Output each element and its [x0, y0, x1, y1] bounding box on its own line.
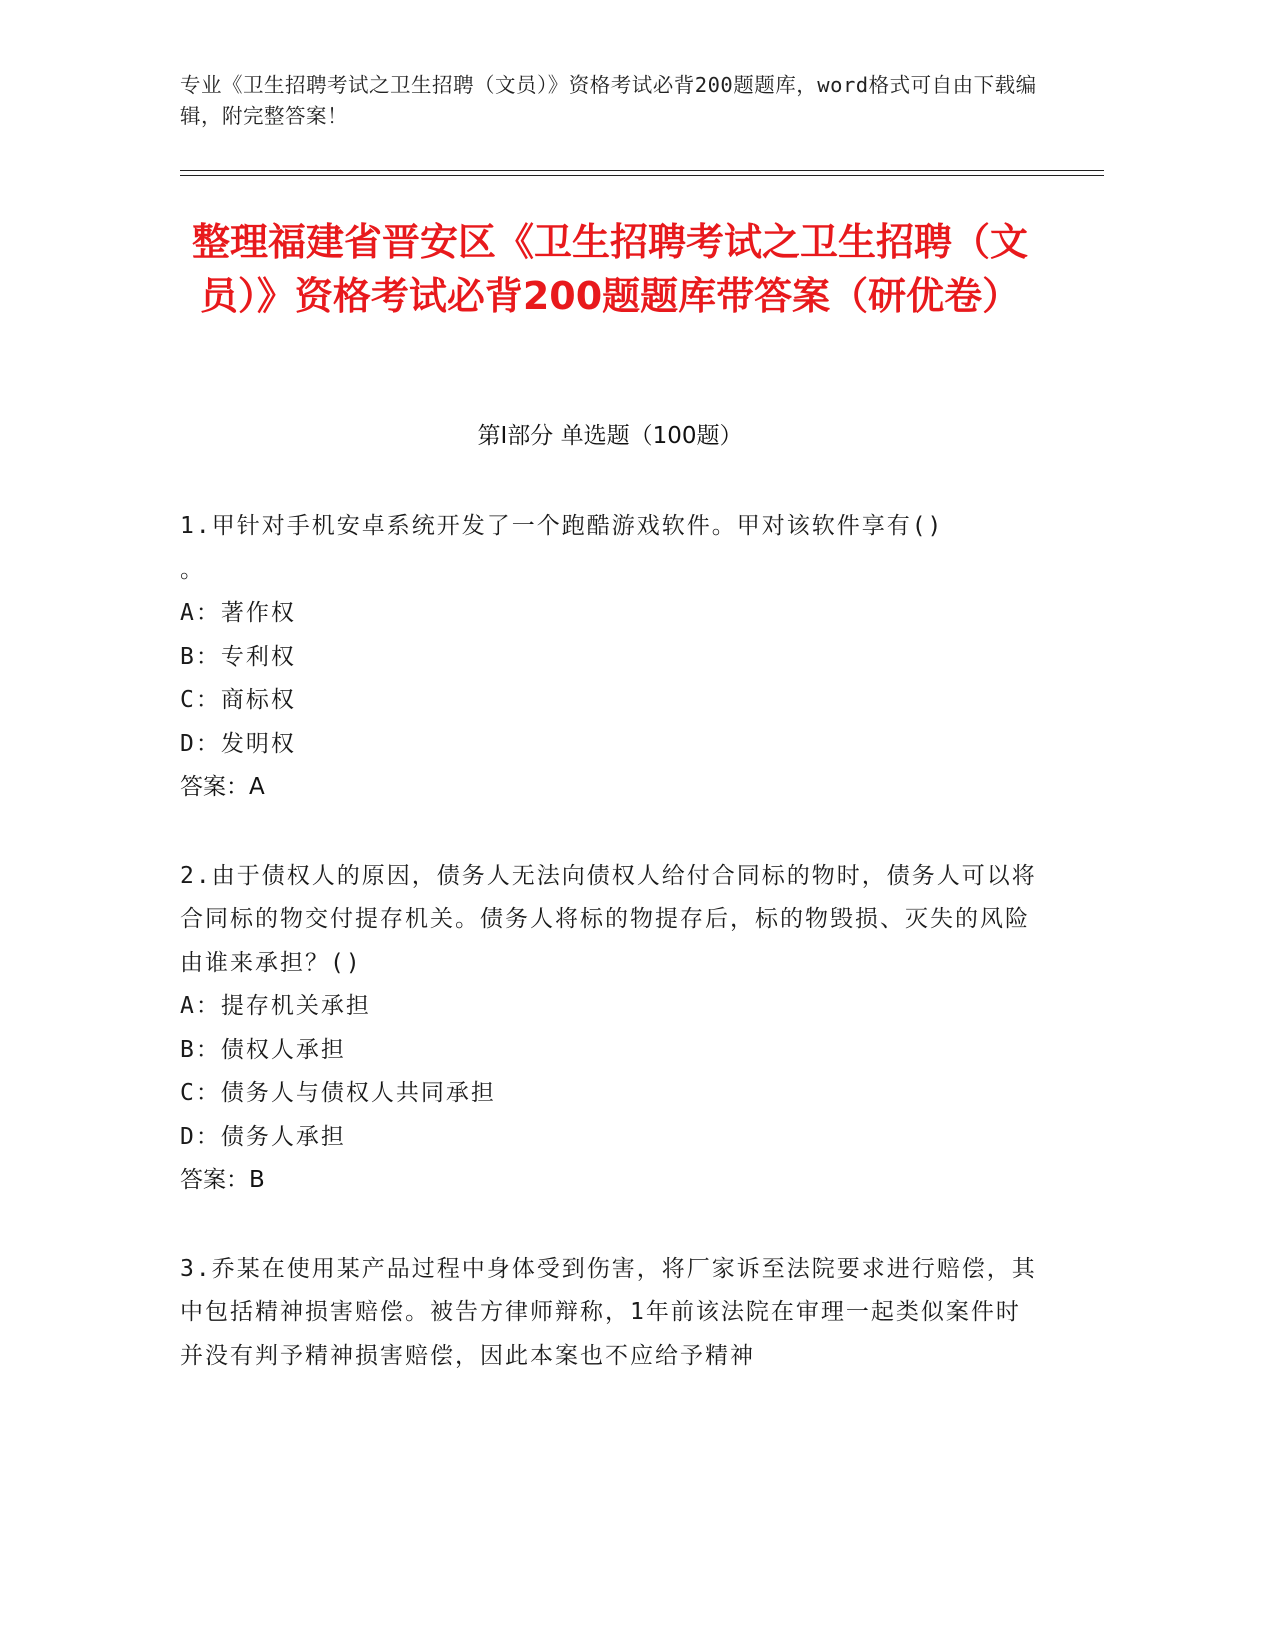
option-c: C：商标权: [180, 687, 296, 713]
question-text: 2.由于债权人的原因，债务人无法向债权人给付合同标的物时，债务人可以将合同标的物交付提存机关。债务人将标的物提存后，标的物毁损、灭失的风险由谁来承担？(): [180, 862, 1037, 976]
option-b: B：专利权: [180, 643, 296, 670]
header-rule-top: [180, 170, 1104, 171]
question-3: [180, 1248, 1040, 1379]
section-title: 第I部分 单选题（100题）: [477, 423, 743, 449]
option-d: D：债务人承担: [180, 1123, 346, 1150]
header-rule-bottom: [180, 175, 1104, 176]
question-2: [180, 855, 1040, 1203]
question-text: 1.甲针对手机安卓系统开发了一个跑酷游戏软件。甲对该软件享有() 。: [180, 513, 944, 583]
answer: 答案：A: [180, 774, 265, 800]
option-a: A：著作权: [180, 600, 296, 626]
option-d: D：发明权: [180, 730, 296, 757]
option-b: B：债权人承担: [180, 1036, 346, 1063]
header-note: 专业《卫生招聘考试之卫生招聘（文员）》资格考试必背200题题库，word格式可自由下载编辑，附完整答案！: [180, 73, 1037, 128]
question-1: [180, 505, 1040, 810]
document-title: 整理福建省晋安区《卫生招聘考试之卫生招聘（文员）》资格考试必背200题题库带答案（研优卷）: [191, 220, 1028, 318]
question-list: [180, 505, 1040, 1423]
option-a: A：提存机关承担: [180, 993, 371, 1019]
answer: 答案：B: [180, 1167, 265, 1193]
question-text: 3.乔某在使用某产品过程中身体受到伤害，将厂家诉至法院要求进行赔偿，其中包括精神损害赔偿。被告方律师辩称，1年前该法院在审理一起类似案件时并没有判予精神损害赔偿，因此本案也不应给予精神: [180, 1255, 1037, 1369]
option-c: C：债务人与债权人共同承担: [180, 1080, 496, 1106]
